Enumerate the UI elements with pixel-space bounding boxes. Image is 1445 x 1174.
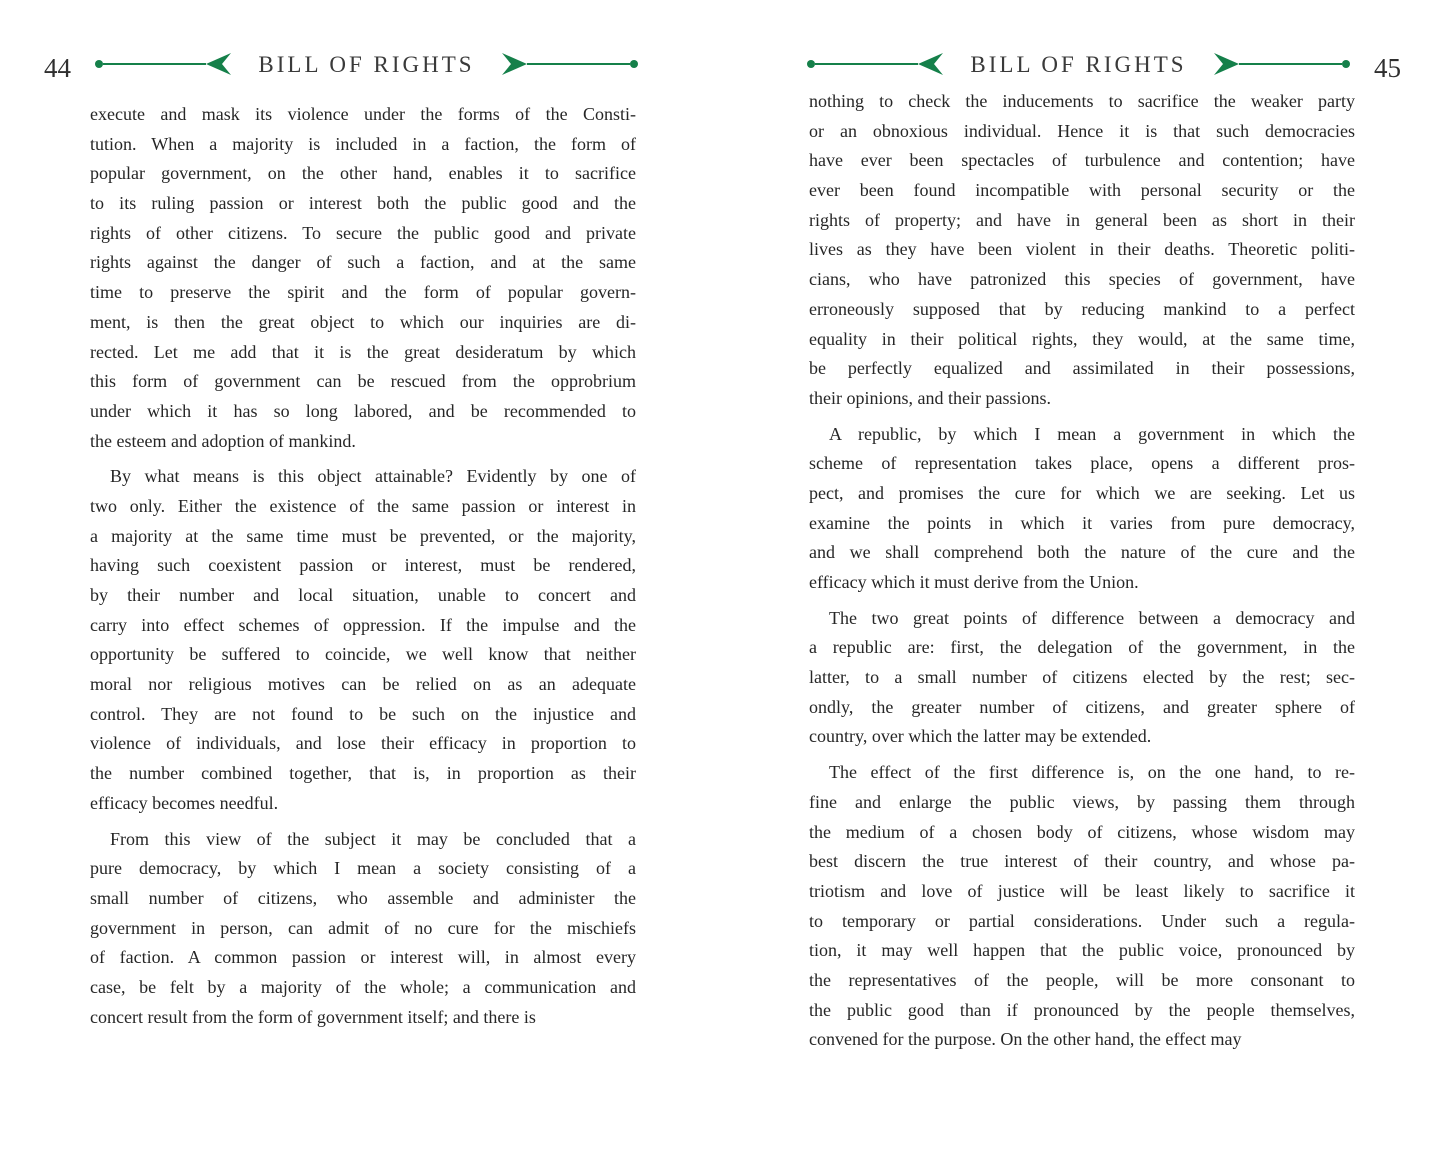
text-line: pect, and promises the cure for which we are seeking. Let us: [809, 482, 1355, 503]
text-line: From this view of the subject it may be concluded that a: [110, 828, 636, 849]
text-line: the number combined together, that is, in proportion as their: [90, 763, 636, 784]
text-line: a republic are: first, the delegation of the government, in the: [809, 637, 1355, 658]
header-rule-left: [807, 52, 944, 76]
text-line: the representatives of the people, will be more consonant to: [809, 969, 1355, 990]
paragraph: [90, 462, 636, 818]
rule-line: [103, 63, 206, 65]
rule-line: [1239, 63, 1342, 65]
text-line: fine and enlarge the public views, by passing them through: [809, 791, 1355, 812]
text-line: carry into effect schemes of oppression. If the impulse and the: [90, 614, 636, 635]
page-number: 45: [1374, 52, 1401, 83]
text-line: erroneously supposed that by reducing mankind to a perfect: [809, 298, 1355, 319]
text-line: country, over which the latter may be extended.: [809, 726, 1152, 747]
running-head-title: BILL OF RIGHTS: [970, 51, 1187, 77]
page-header-right: [807, 44, 1401, 84]
page-header-left: [44, 44, 638, 84]
text-line: pure democracy, by which I mean a society consisting of a: [90, 858, 636, 879]
page-number: 44: [44, 52, 71, 83]
text-line: having such coexistent passion or interest, must be rendered,: [90, 555, 636, 576]
rule-dot-icon: [95, 60, 103, 68]
text-line: the public good than if pronounced by the people themselves,: [809, 999, 1355, 1020]
text-line: to temporary or partial considerations. Under such a regula-: [809, 910, 1355, 931]
text-line: The effect of the first difference is, on the one hand, to re-: [829, 762, 1355, 783]
text-line: efficacy becomes needful.: [90, 792, 279, 813]
text-line: triotism and love of justice will be least likely to sacrifice it: [809, 880, 1355, 901]
text-line: to its ruling passion or interest both the public good and the: [90, 193, 636, 214]
header-rule-left: [95, 52, 232, 76]
text-line: ment, is then the great object to which our inquiries are di-: [90, 311, 636, 332]
header-ornament-right-icon: [501, 52, 527, 76]
paragraph: [809, 758, 1355, 1055]
text-line: this form of government can be rescued from the opprobrium: [90, 371, 636, 392]
paragraph: [809, 604, 1355, 752]
text-line: of faction. A common passion or interest will, in almost every: [90, 947, 636, 968]
header-ornament-right-icon: [1213, 52, 1239, 76]
text-line: ondly, the greater number of citizens, and greater sphere of: [809, 696, 1355, 717]
header-rule-right: [1213, 52, 1350, 76]
text-line: case, be felt by a majority of the whole; a communication and: [90, 976, 636, 997]
text-line: convened for the purpose. On the other hand, the effect may: [809, 1029, 1242, 1050]
text-line: or an obnoxious individual. Hence it is that such democracies: [809, 120, 1355, 141]
text-line: rected. Let me add that it is the great desideratum by which: [90, 341, 636, 362]
text-line: and we shall comprehend both the nature of the cure and the: [809, 542, 1355, 563]
header-rule-right: [501, 52, 638, 76]
book-page-right-body: [809, 87, 1355, 1055]
text-line: under which it has so long labored, and be recommended to: [90, 400, 636, 421]
text-line: The two great points of difference between a democracy and: [829, 607, 1355, 628]
text-line: scheme of representation takes place, opens a different pros-: [809, 453, 1355, 474]
text-line: control. They are not found to be such on the injustice and: [90, 703, 636, 724]
text-line: latter, to a small number of citizens elected by the rest; sec-: [809, 667, 1355, 688]
text-line: rights of property; and have in general been as short in their: [809, 209, 1355, 230]
paragraph: [90, 100, 636, 456]
paragraph: [809, 87, 1355, 414]
rule-dot-icon: [807, 60, 815, 68]
header-ornament-left-icon: [918, 52, 944, 76]
text-line: execute and mask its violence under the forms of the Consti-: [90, 104, 636, 124]
text-line: by their number and local situation, unable to concert and: [90, 585, 636, 605]
text-line: a majority at the same time must be prevented, or the majority,: [90, 525, 636, 546]
text-line: moral nor religious motives can be relied on as an adequate: [90, 674, 636, 695]
text-line: tion, it may well happen that the public voice, pronounced by: [809, 940, 1355, 961]
text-line: nothing to check the inducements to sacrifice the weaker party: [809, 91, 1355, 111]
text-line: lives as they have been violent in their deaths. Theoretic politi-: [809, 239, 1355, 260]
text-line: two only. Either the existence of the same passion or interest in: [90, 495, 636, 516]
text-line: opportunity be suffered to coincide, we well know that neither: [90, 644, 636, 665]
text-line: By what means is this object attainable? Evidently by one of: [110, 466, 636, 487]
rule-line: [815, 63, 918, 65]
rule-dot-icon: [1342, 60, 1350, 68]
text-line: time to preserve the spirit and the form of popular govern-: [90, 282, 636, 303]
text-line: government in person, can admit of no cure for the mischiefs: [90, 917, 636, 938]
text-line: the esteem and adoption of mankind.: [90, 430, 356, 451]
text-line: ever been found incompatible with personal security or the: [809, 180, 1355, 201]
rule-dot-icon: [630, 60, 638, 68]
text-line: violence of individuals, and lose their efficacy in proportion to: [90, 733, 636, 754]
running-head-title: BILL OF RIGHTS: [258, 51, 475, 77]
text-line: best discern the true interest of their country, and whose pa-: [809, 851, 1355, 872]
rule-line: [527, 63, 630, 65]
paragraph: [90, 825, 636, 1033]
text-line: the medium of a chosen body of citizens, whose wisdom may: [809, 821, 1355, 842]
text-line: concert result from the form of government itself; and there is: [90, 1006, 536, 1027]
text-line: rights of other citizens. To secure the public good and private: [90, 222, 636, 243]
book-page-left-body: [90, 100, 636, 1032]
text-line: small number of citizens, who assemble and administer the: [90, 887, 636, 908]
text-line: efficacy which it must derive from the Union.: [809, 572, 1139, 592]
text-line: cians, who have patronized this species of government, have: [809, 269, 1355, 290]
paragraph: [809, 420, 1355, 598]
text-line: examine the points in which it varies from pure democracy,: [809, 512, 1355, 533]
text-line: their opinions, and their passions.: [809, 387, 1051, 408]
text-line: popular government, on the other hand, enables it to sacrifice: [90, 163, 636, 184]
text-line: have ever been spectacles of turbulence and contention; have: [809, 150, 1355, 171]
text-line: tution. When a majority is included in a faction, the form of: [90, 133, 636, 154]
header-ornament-left-icon: [206, 52, 232, 76]
text-line: A republic, by which I mean a government in which the: [829, 423, 1355, 444]
text-line: be perfectly equalized and assimilated in their possessions,: [809, 358, 1355, 379]
text-line: rights against the danger of such a faction, and at the same: [90, 252, 636, 273]
text-line: equality in their political rights, they would, at the same time,: [809, 328, 1355, 349]
